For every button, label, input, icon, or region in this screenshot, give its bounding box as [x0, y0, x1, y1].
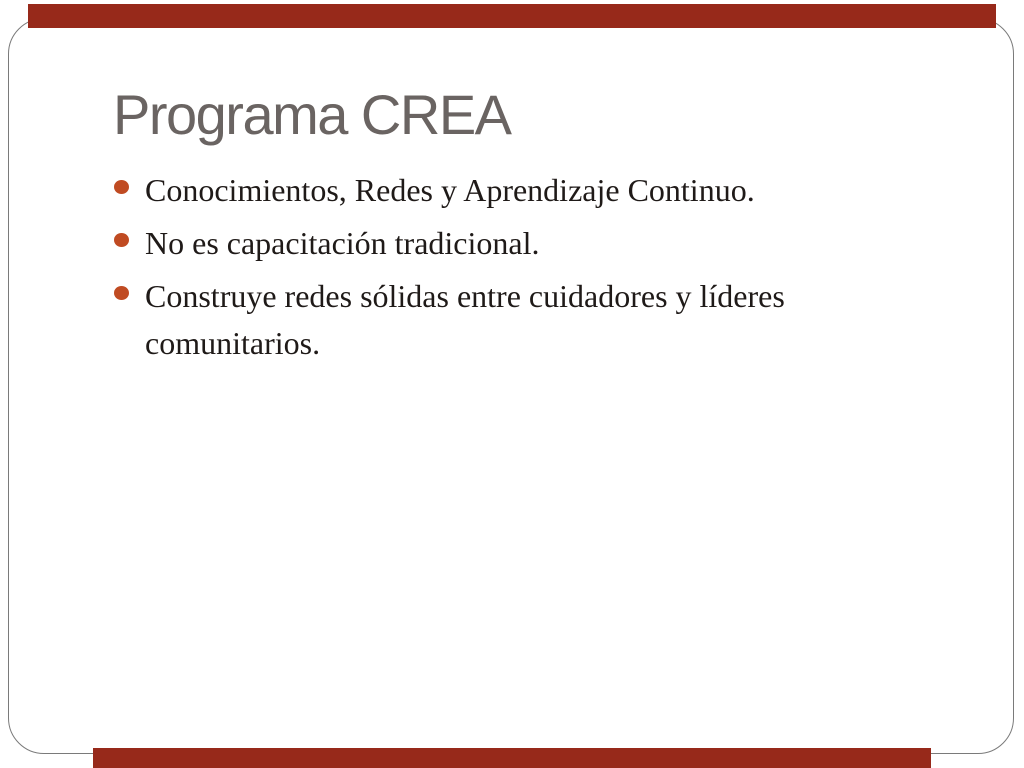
- top-accent-bar: [28, 4, 996, 28]
- bullet-text: Conocimientos, Redes y Aprendizaje Continuo.: [145, 172, 755, 208]
- bullet-item: [145, 167, 855, 214]
- bullet-item: [145, 220, 855, 267]
- slide-title: Programa CREA: [113, 83, 511, 146]
- bullet-item: [145, 273, 855, 367]
- bottom-accent-bar: [93, 748, 931, 768]
- bullet-text: No es capacitación tradicional.: [145, 225, 540, 261]
- bullet-text: Construye redes sólidas entre cuidadores y líderes comunitarios.: [145, 278, 785, 361]
- bullet-dot-icon: [114, 233, 129, 247]
- bullet-dot-icon: [114, 286, 129, 300]
- bullet-dot-icon: [114, 180, 129, 194]
- bullet-list: [145, 167, 855, 373]
